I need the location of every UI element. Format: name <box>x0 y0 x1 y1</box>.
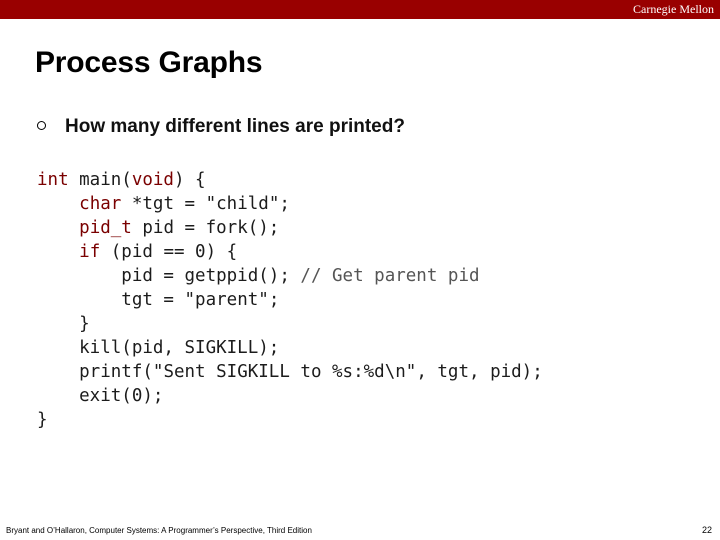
code-line: exit(0); <box>37 386 164 406</box>
bullet-text: How many different lines are printed? <box>65 116 405 137</box>
code-line: if (pid == 0) { <box>79 242 238 262</box>
code-line: pid_t pid = fork(); <box>79 218 280 238</box>
code-line: int main(void) { <box>37 170 206 190</box>
code-line: printf("Sent SIGKILL to %s:%d\n", tgt, pid); <box>37 362 543 382</box>
footer-citation: Bryant and O’Hallaron, Computer Systems: A Programmer’s Perspective, Third Edition <box>6 526 312 535</box>
code-line: } <box>37 410 48 430</box>
code-line: } <box>37 314 90 334</box>
code-line: tgt = "parent"; <box>37 290 280 310</box>
carnegie-mellon-logo: Carnegie Mellon <box>633 2 714 16</box>
code-line: kill(pid, SIGKILL); <box>37 338 280 358</box>
code-line: char *tgt = "child"; <box>79 194 290 214</box>
top-banner <box>0 0 720 19</box>
code-line: pid = getppid(); // Get parent pid <box>37 266 480 286</box>
page-number: 22 <box>701 525 712 535</box>
code-block <box>37 168 543 432</box>
hollow-circle-bullet-icon <box>37 121 46 130</box>
slide-title: Process Graphs <box>35 46 263 79</box>
